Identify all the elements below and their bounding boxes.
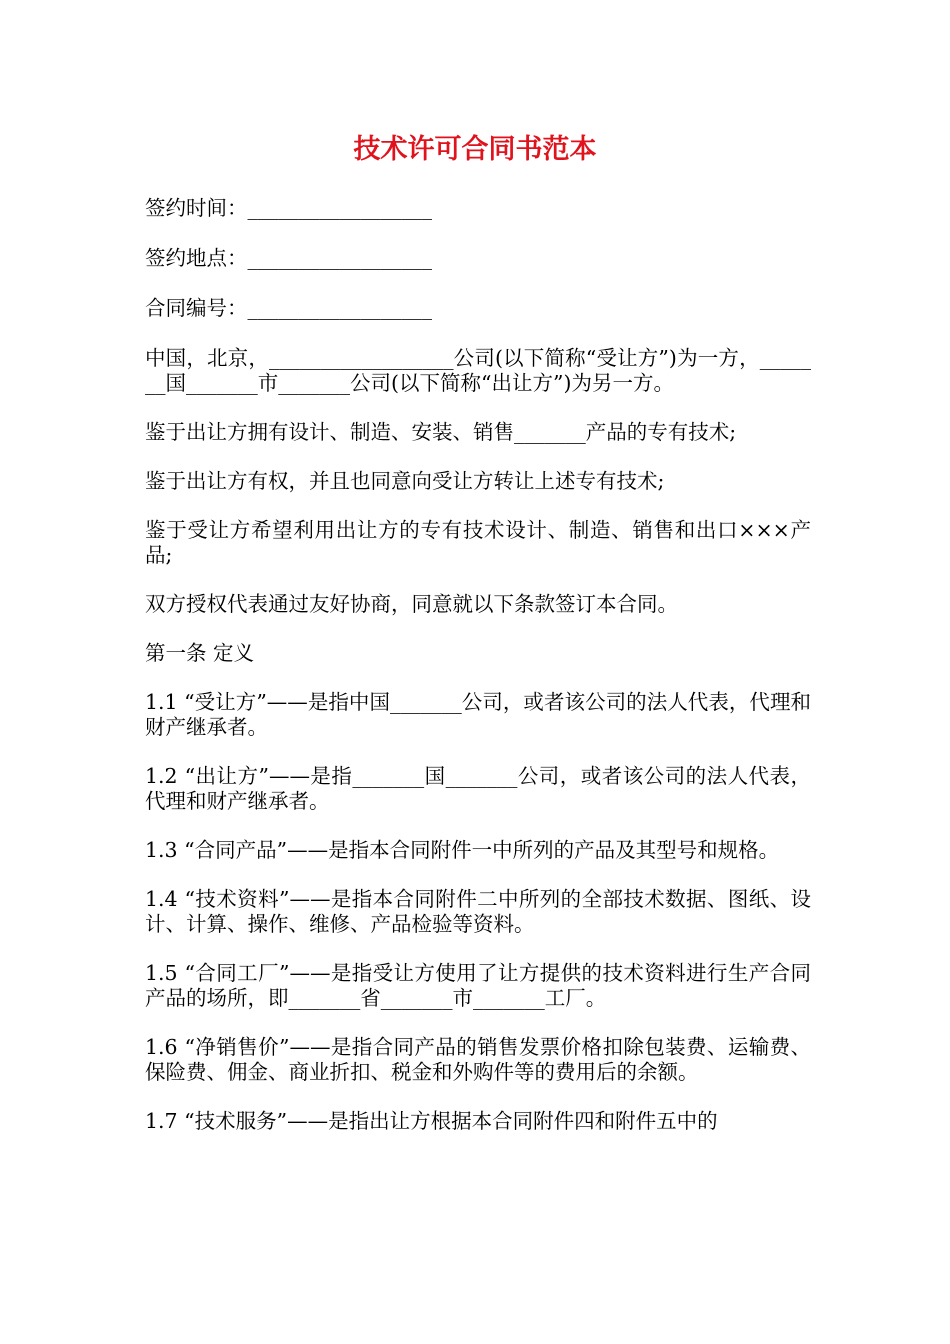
parties-paragraph: 中国，北京，__________________公司(以下简称“受让方”)为一方，_______国_______市_______公司(以下简称“出让方”)为另一方。 — [145, 346, 811, 395]
whereas-paragraph-2: 鉴于出让方有权，并且也同意向受让方转让上述专有技术; — [145, 469, 665, 493]
clause-1-1: 1.1 “受让方”——是指中国_______公司，或者该公司的法人代表，代理和财产继承者。 — [145, 690, 811, 739]
contract-number-line: 合同编号：__________________ — [145, 296, 432, 320]
whereas-paragraph-3: 鉴于受让方希望利用出让方的专有技术设计、制造、销售和出口×××产品; — [145, 518, 811, 567]
whereas-paragraph-1: 鉴于出让方拥有设计、制造、安装、销售_______产品的专有技术; — [145, 420, 737, 444]
clause-1-5: 1.5 “合同工厂”——是指受让方使用了让方提供的技术资料进行生产合同产品的场所，即_______省_______市_______工厂。 — [145, 961, 811, 1010]
signing-place-line: 签约地点：__________________ — [145, 246, 432, 270]
clause-1-6: 1.6 “净销售价”——是指合同产品的销售发票价格扣除包装费、运输费、保险费、佣金、商业折扣、税金和外购件等的费用后的余额。 — [145, 1035, 811, 1084]
clause-1-3: 1.3 “合同产品”——是指本合同附件一中所列的产品及其型号和规格。 — [145, 838, 780, 862]
clause-1-2: 1.2 “出让方”——是指_______国_______公司，或者该公司的法人代表，代理和财产继承者。 — [145, 764, 811, 813]
document-title: 技术许可合同书范本 — [353, 134, 597, 165]
clause-1-7: 1.7 “技术服务”——是指出让方根据本合同附件四和附件五中的 — [145, 1109, 718, 1133]
article-heading: 第一条 定义 — [145, 641, 255, 665]
signing-time-line: 签约时间：__________________ — [145, 196, 432, 220]
document-body — [145, 196, 811, 1158]
clause-1-4: 1.4 “技术资料”——是指本合同附件二中所列的全部技术数据、图纸、设计、计算、操作、维修、产品检验等资料。 — [145, 887, 811, 936]
agreement-paragraph: 双方授权代表通过友好协商，同意就以下条款签订本合同。 — [145, 592, 678, 616]
